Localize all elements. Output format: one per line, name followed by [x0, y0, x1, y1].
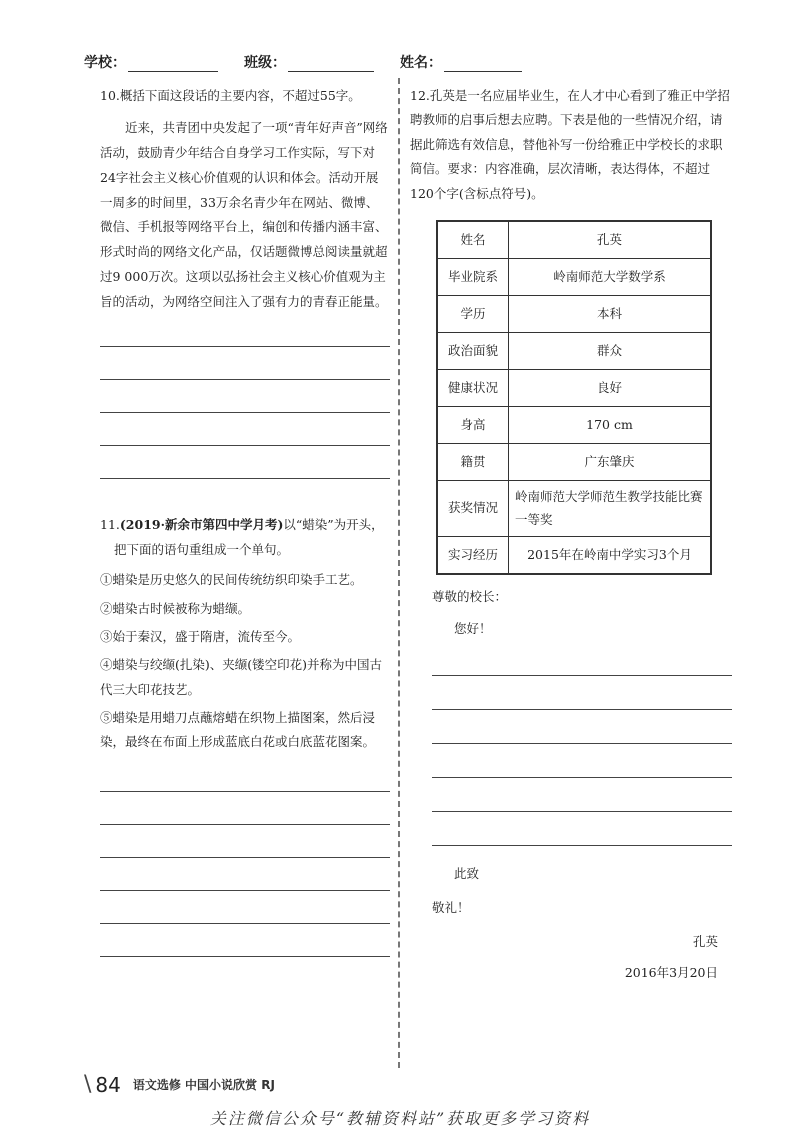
table-value: 岭南师范大学数学系: [509, 258, 712, 295]
table-row: [437, 332, 711, 369]
table-row: [437, 536, 711, 574]
table-value: 广东肇庆: [509, 443, 712, 480]
column-divider: [398, 78, 400, 1068]
right-column: [410, 84, 732, 985]
table-value: 良好: [509, 369, 712, 406]
answer-line[interactable]: [100, 792, 390, 825]
q11-option: ②蜡染古时候被称为蜡缬。: [100, 600, 251, 616]
answer-line[interactable]: [100, 446, 390, 479]
table-value: 170 cm: [509, 406, 712, 443]
footer-slash-icon: \: [84, 1072, 92, 1097]
name-label: 姓名：: [400, 55, 442, 71]
answer-line[interactable]: [100, 924, 390, 957]
table-key: 籍贯: [437, 443, 509, 480]
page-footer: [84, 1072, 275, 1097]
q10-answer-lines[interactable]: [100, 314, 390, 479]
table-key: 政治面貌: [437, 332, 509, 369]
answer-line[interactable]: [432, 676, 732, 710]
table-value: 孔英: [509, 221, 712, 259]
q11-source: (2019·新余市第四中学月考): [119, 517, 284, 533]
q10-prompt: 10.概括下面这段话的主要内容，不超过55字。: [100, 88, 361, 103]
table-value: 2015年在岭南中学实习3个月: [509, 536, 712, 574]
left-column: [100, 84, 390, 957]
table-key: 姓名: [437, 221, 509, 259]
q11-option: ⑤蜡染是用蜡刀点蘸熔蜡在织物上描图案，然后浸染，最终在布面上形成蓝底白花或白底蓝花图案。: [100, 710, 376, 750]
student-info-header: [84, 52, 548, 72]
answer-line[interactable]: [432, 778, 732, 812]
table-row: [437, 221, 711, 259]
class-field: [244, 52, 374, 72]
letter-answer-lines[interactable]: [432, 642, 732, 846]
q11-prompt: [100, 513, 390, 562]
q11-option: ③始于秦汉，盛于隋唐，流传至今。: [100, 628, 301, 644]
answer-line[interactable]: [432, 710, 732, 744]
letter-closing-2: 敬礼！: [432, 900, 470, 915]
name-field: [400, 52, 522, 72]
book-title: 语文选修 中国小说欣赏 RJ: [132, 1078, 275, 1092]
answer-line[interactable]: [432, 744, 732, 778]
letter-greeting: 您好！: [454, 621, 492, 637]
table-key: 实习经历: [437, 536, 509, 574]
answer-line[interactable]: [100, 347, 390, 380]
school-blank[interactable]: [128, 55, 218, 72]
table-key: 健康状况: [437, 369, 509, 406]
table-row: [437, 406, 711, 443]
table-key: 身高: [437, 406, 509, 443]
q11-option: ①蜡染是历史悠久的民间传统纺织印染手工艺。: [100, 572, 363, 588]
answer-line[interactable]: [432, 642, 732, 676]
table-row: [437, 258, 711, 295]
letter-closing-1: 此致: [454, 865, 480, 881]
table-value: 岭南师范大学师范生教学技能比赛一等奖: [509, 480, 712, 536]
q10-passage: 近来，共青团中央发起了一项“青年好声音”网络活动，鼓励青少年结合自身学习工作实际，写下对24字社会主义核心价值观的认识和体会。活动开展一周多的时间里，33万余名青少年在网站、微博、微信、手机报等网络平台上，编创和传播内涵丰富、形式时尚的网络文化产品，仅话题微博总阅读量就超过9 000万次。这项以弘扬社会主义核心价值观为主旨的活动，为网络空间注入了强有力的青春正能量。: [100, 120, 388, 309]
table-key: 学历: [437, 295, 509, 332]
cover-letter: [410, 585, 732, 985]
table-key: 获奖情况: [437, 480, 509, 536]
school-label: 学校：: [84, 55, 126, 71]
page-number: 84: [95, 1072, 121, 1097]
answer-line[interactable]: [100, 380, 390, 413]
letter-salutation: 尊敬的校长：: [432, 588, 508, 604]
table-row: [437, 480, 711, 536]
answer-line[interactable]: [100, 891, 390, 924]
class-label: 班级：: [244, 55, 286, 71]
answer-line[interactable]: [100, 825, 390, 858]
class-blank[interactable]: [288, 55, 374, 72]
letter-signature: 孔英: [692, 934, 718, 950]
table-key: 毕业院系: [437, 258, 509, 295]
answer-line[interactable]: [100, 759, 390, 792]
name-blank[interactable]: [444, 55, 522, 72]
q11-number: 11.: [100, 517, 120, 533]
q11-options: [100, 568, 390, 755]
table-row: [437, 295, 711, 332]
q11-prompt-text: 以“蜡染”为开头，把下面的语句重组成一个单句。: [114, 517, 384, 557]
q11-option: ④蜡染与绞缬(扎染)、夹缬(镂空印花)并称为中国古代三大印花技艺。: [100, 657, 383, 697]
answer-line[interactable]: [432, 812, 732, 846]
answer-line[interactable]: [100, 413, 390, 446]
applicant-info-table: [436, 220, 712, 575]
q11-answer-lines[interactable]: [100, 759, 390, 957]
answer-line[interactable]: [100, 314, 390, 347]
table-value: 本科: [509, 295, 712, 332]
watermark: 关注微信公众号“教辅资料站”获取更多学习资料: [209, 1109, 591, 1128]
table-row: [437, 443, 711, 480]
letter-date: 2016年3月20日: [624, 964, 718, 980]
table-value: 群众: [509, 332, 712, 369]
q12-prompt: 12.孔英是一名应届毕业生，在人才中心看到了雅正中学招聘教师的启事后想去应聘。下表是他的一些情况介绍，请据此筛选有效信息，替他补写一份给雅正中学校长的求职简信。要求：内容准确，层次清晰，表达得体，不超过120个字(含标点符号)。: [410, 88, 730, 201]
table-row: [437, 369, 711, 406]
school-field: [84, 52, 218, 72]
answer-line[interactable]: [100, 858, 390, 891]
